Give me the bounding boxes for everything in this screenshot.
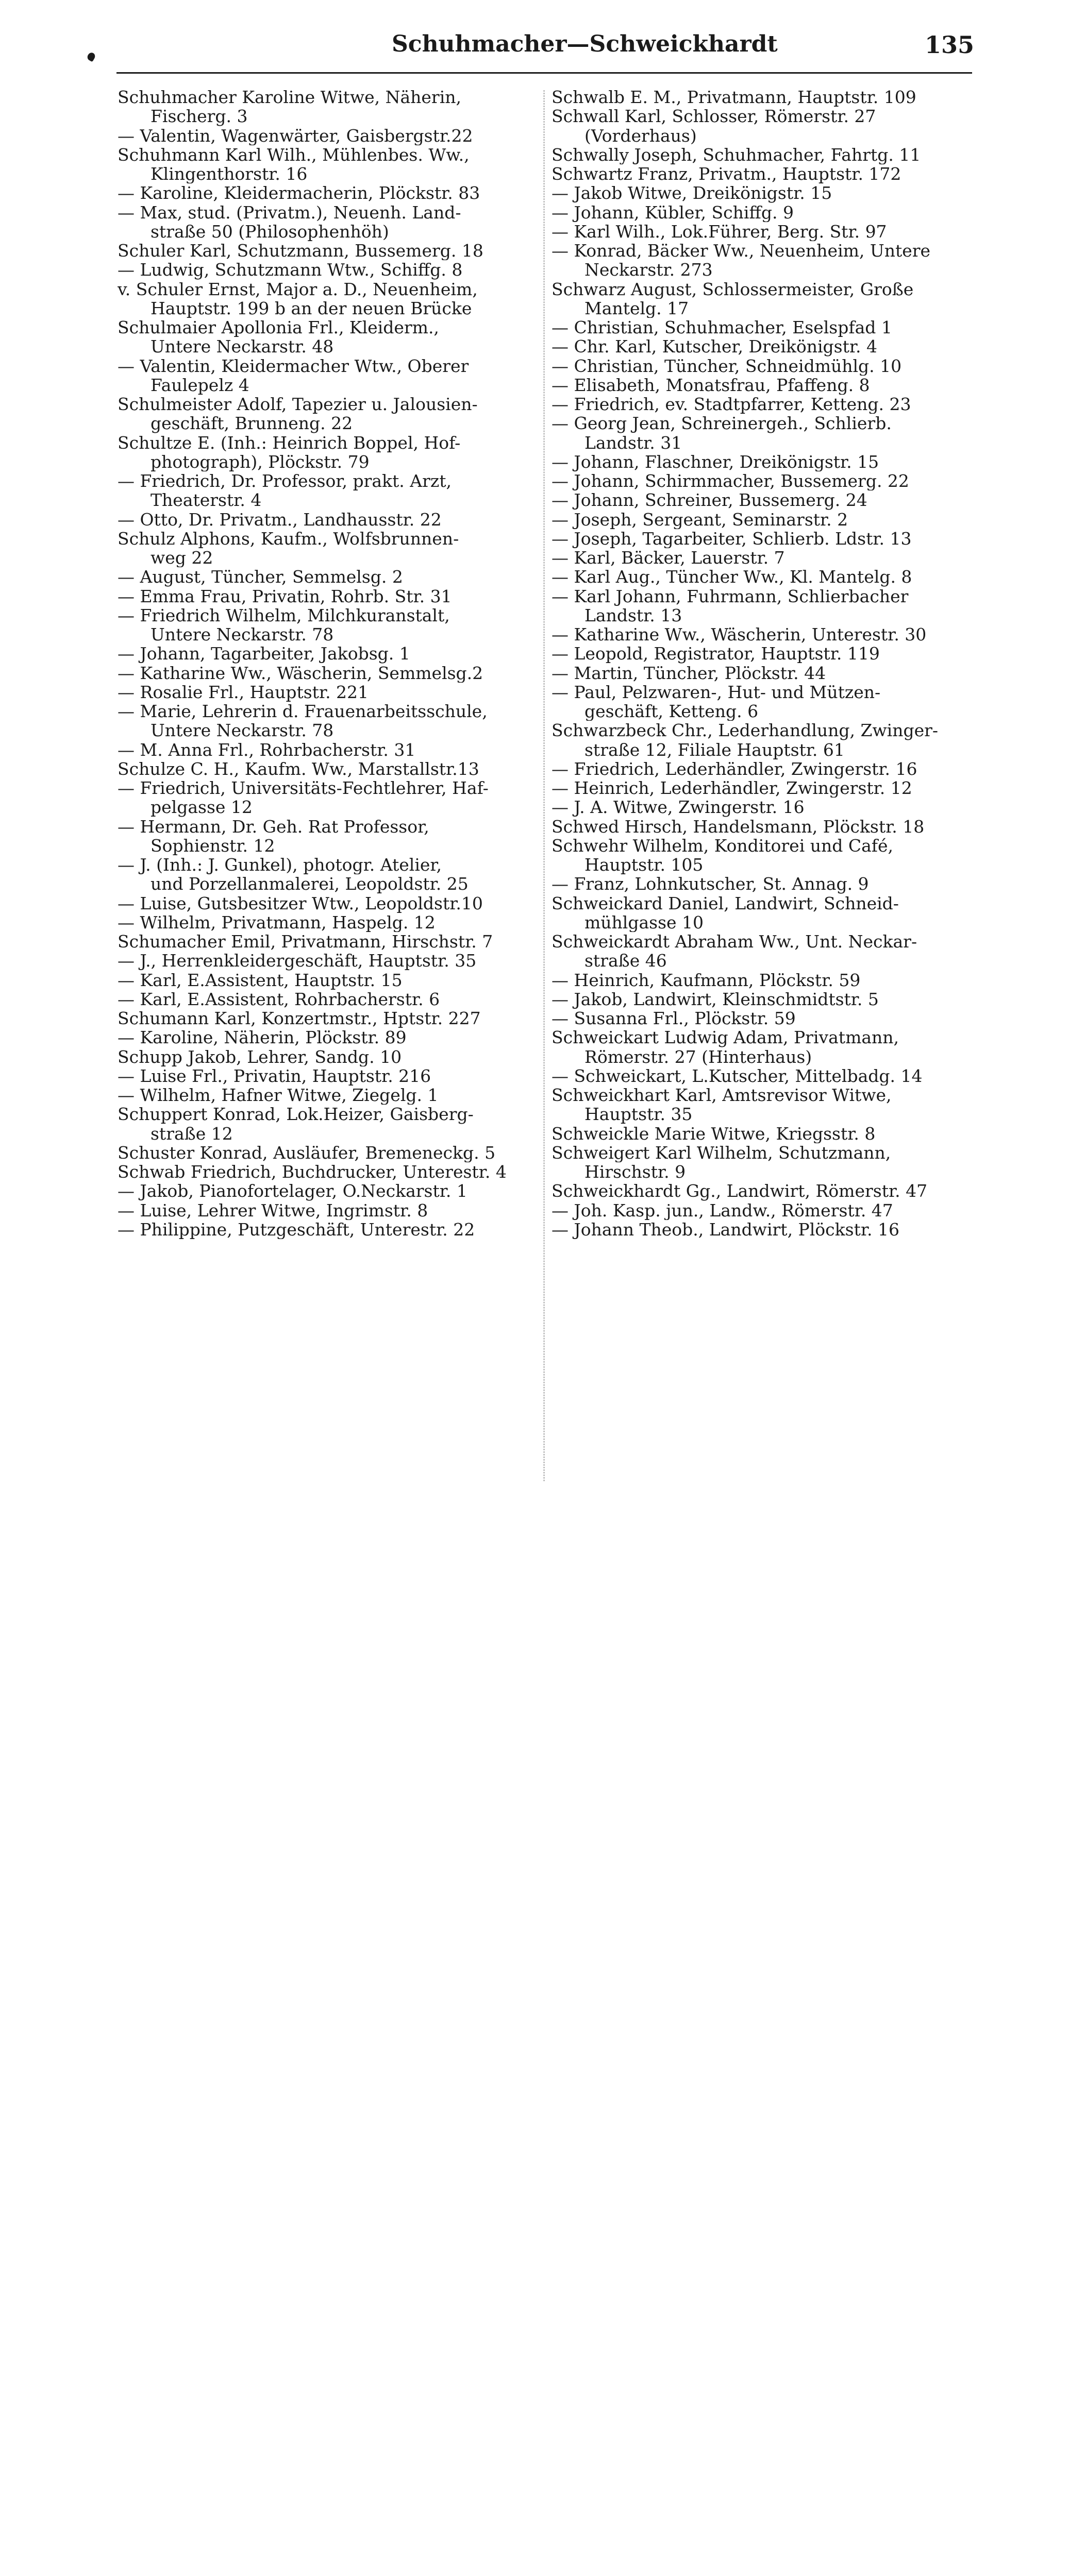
directory-entry: [552, 1124, 972, 1143]
entry-line: Schwalb E. M., Privatmann, Hauptstr. 109: [552, 88, 916, 107]
entry-line: — Joseph, Tagarbeiter, Schlierb. Ldstr. 13: [552, 529, 912, 548]
entry-line: — Konrad, Bäcker Ww., Neuenheim, Untere: [552, 241, 931, 261]
directory-entry: [552, 222, 972, 241]
left-column: [118, 88, 538, 1239]
entry-line: — Jakob, Pianofortelager, O.Neckarstr. 1: [118, 1181, 467, 1201]
directory-entry: [118, 433, 538, 472]
directory-entry: [552, 567, 972, 586]
entry-line: Schwarz August, Schlossermeister, Große: [552, 279, 914, 299]
directory-entry: [552, 798, 972, 817]
entry-line: — Karl, Bäcker, Lauerstr. 7: [552, 548, 785, 568]
page-number: 135: [924, 31, 974, 59]
directory-entry: [118, 1105, 538, 1143]
directory-entry: [118, 855, 538, 894]
directory-entry: [118, 644, 538, 663]
directory-entry: [118, 318, 538, 357]
entry-line: — Otto, Dr. Privatm., Landhausstr. 22: [118, 510, 442, 529]
entry-line: — Wilhelm, Hafner Witwe, Ziegelg. 1: [118, 1086, 439, 1105]
entry-line: — Heinrich, Kaufmann, Plöckstr. 59: [552, 970, 861, 990]
entry-line: Schulz Alphons, Kaufm., Wolfsbrunnen-: [118, 529, 459, 548]
directory-entry: [552, 932, 972, 971]
entry-line: Schwab Friedrich, Buchdrucker, Unterestr. 4: [118, 1162, 507, 1182]
entry-line: — Karl Johann, Fuhrmann, Schlierbacher: [552, 586, 909, 606]
entry-continuation-line: Klingenthorstr. 16: [151, 164, 308, 184]
directory-entry: [118, 740, 538, 759]
directory-entry: [552, 1066, 972, 1086]
directory-entry: [118, 1047, 538, 1066]
entry-line: — Rosalie Frl., Hauptstr. 221: [118, 682, 369, 702]
entry-line: — Christian, Schuhmacher, Eselspfad 1: [552, 318, 892, 337]
entry-continuation-line: straße 12, Filiale Hauptstr. 61: [584, 740, 845, 759]
entry-line: Schulmaier Apollonia Frl., Kleiderm.,: [118, 318, 439, 337]
directory-entry: [552, 759, 972, 778]
directory-entry: [552, 88, 972, 107]
entry-line: Schumacher Emil, Privatmann, Hirschstr. 7: [118, 932, 493, 952]
entry-continuation-line: weg 22: [151, 548, 213, 568]
directory-entry: [118, 702, 538, 740]
entry-line: — Johann, Schreiner, Bussemerg. 24: [552, 490, 867, 510]
entry-line: — M. Anna Frl., Rohrbacherstr. 31: [118, 740, 416, 759]
directory-entry: [118, 126, 538, 145]
entry-continuation-line: und Porzellanmalerei, Leopoldstr. 25: [151, 874, 469, 894]
directory-entry: [118, 203, 538, 242]
entry-line: — Johann, Flaschner, Dreikönigstr. 15: [552, 452, 879, 471]
entry-continuation-line: Mantelg. 17: [584, 298, 689, 318]
entry-line: — Friedrich, ev. Stadtpfarrer, Ketteng. 23: [552, 395, 911, 414]
directory-entry: [118, 990, 538, 1009]
entry-continuation-line: Römerstr. 27 (Hinterhaus): [584, 1047, 812, 1066]
entry-line: — Friedrich Wilhelm, Milchkuranstalt,: [118, 605, 450, 625]
directory-entry: [552, 1009, 972, 1028]
entry-continuation-line: Neckarstr. 273: [584, 260, 713, 280]
directory-entry: [118, 1181, 538, 1200]
ink-blot-mark: [86, 52, 96, 62]
directory-entry: [118, 606, 538, 645]
entry-continuation-line: Hauptstr. 105: [584, 855, 704, 875]
entry-line: — Elisabeth, Monatsfrau, Pfaffeng. 8: [552, 375, 870, 395]
entry-line: v. Schuler Ernst, Major a. D., Neuenheim,: [118, 279, 478, 299]
entry-line: — Luise, Gutsbesitzer Wtw., Leopoldstr.10: [118, 893, 483, 913]
directory-entry: [118, 241, 538, 260]
entry-line: — Karl Wilh., Lok.Führer, Berg. Str. 97: [552, 222, 887, 241]
entry-line: Schuhmann Karl Wilh., Mühlenbes. Ww.,: [118, 145, 470, 164]
directory-entry: [552, 357, 972, 376]
directory-entry: [552, 625, 972, 644]
entry-continuation-line: Hauptstr. 199 b an der neuen Brücke: [151, 298, 472, 318]
entry-line: Schweigert Karl Wilhelm, Schutzmann,: [552, 1143, 891, 1162]
directory-entry: [552, 971, 972, 990]
entry-line: Schulze C. H., Kaufm. Ww., Marstallstr.13: [118, 759, 479, 778]
entry-line: Schwartz Franz, Privatm., Hauptstr. 172: [552, 164, 901, 184]
entry-line: — Emma Frau, Privatin, Rohrb. Str. 31: [118, 586, 452, 606]
directory-entry: [552, 1086, 972, 1124]
entry-continuation-line: (Vorderhaus): [584, 126, 697, 145]
entry-line: — Johann, Schirmmacher, Bussemerg. 22: [552, 471, 909, 491]
directory-entry: [552, 203, 972, 222]
entry-line: — Friedrich, Dr. Professor, prakt. Arzt,: [118, 471, 452, 491]
entry-line: — Katharine Ww., Wäscherin, Semmelsg.2: [118, 663, 483, 683]
directory-entry: [552, 721, 972, 759]
right-column: [552, 88, 972, 1239]
entry-line: — Jakob Witwe, Dreikönigstr. 15: [552, 183, 832, 203]
directory-entry: [118, 567, 538, 586]
entry-line: — Martin, Tüncher, Plöckstr. 44: [552, 663, 826, 683]
directory-entry: [552, 836, 972, 875]
entry-continuation-line: photograph), Plöckstr. 79: [151, 452, 370, 471]
entry-line: — Friedrich, Universitäts-Fechtlehrer, Haf-: [118, 778, 489, 798]
entry-line: — Johann Theob., Landwirt, Plöckstr. 16: [552, 1219, 899, 1239]
running-head: Schuhmacher—Schweickhardt: [392, 31, 778, 57]
entry-line: Schwehr Wilhelm, Konditorei und Café,: [552, 836, 894, 855]
directory-entry: [118, 1066, 538, 1086]
directory-entry: [118, 280, 538, 318]
entry-line: — Luise, Lehrer Witwe, Ingrimstr. 8: [118, 1200, 428, 1220]
directory-entry: [552, 414, 972, 452]
entry-line: — Schweickart, L.Kutscher, Mittelbadg. 14: [552, 1066, 923, 1086]
entry-line: Schwally Joseph, Schuhmacher, Fahrtg. 11: [552, 145, 921, 164]
entry-line: — Karoline, Näherin, Plöckstr. 89: [118, 1028, 407, 1047]
entry-line: — Max, stud. (Privatm.), Neuenh. Land-: [118, 202, 461, 222]
directory-entry: [552, 164, 972, 183]
entry-line: Schweickle Marie Witwe, Kriegsstr. 8: [552, 1124, 876, 1143]
directory-entry: [118, 587, 538, 606]
entry-continuation-line: Landstr. 31: [584, 433, 682, 452]
entry-continuation-line: Theaterstr. 4: [151, 490, 262, 510]
directory-entry: [552, 1181, 972, 1200]
directory-entry: [552, 241, 972, 280]
entry-continuation-line: mühlgasse 10: [584, 912, 704, 932]
directory-entry: [118, 951, 538, 970]
entry-continuation-line: geschäft, Brunneng. 22: [151, 414, 353, 433]
entry-line: — Katharine Ww., Wäscherin, Unterestr. 30: [552, 625, 927, 645]
directory-entry: [552, 683, 972, 721]
directory-entry: [552, 145, 972, 164]
directory-entry: [552, 644, 972, 663]
directory-entry: [118, 1009, 538, 1028]
directory-entry: [118, 510, 538, 529]
entry-line: Schweickard Daniel, Landwirt, Schneid-: [552, 893, 899, 913]
directory-entry: [552, 1143, 972, 1182]
directory-entry: [118, 1162, 538, 1181]
entry-line: — Johann, Tagarbeiter, Jakobsg. 1: [118, 644, 410, 664]
entry-continuation-line: pelgasse 12: [151, 798, 253, 817]
directory-entry: [552, 471, 972, 490]
entry-continuation-line: straße 50 (Philosophenhöh): [151, 222, 389, 241]
directory-entry: [552, 817, 972, 836]
directory-entry: [118, 357, 538, 395]
header-rule: [116, 72, 972, 74]
entry-continuation-line: Fischerg. 3: [151, 107, 248, 126]
entry-continuation-line: Sophienstr. 12: [151, 836, 275, 855]
entry-line: Schultze E. (Inh.: Heinrich Boppel, Hof-: [118, 433, 461, 452]
entry-continuation-line: Hirschstr. 9: [584, 1162, 686, 1182]
entry-line: — Christian, Tüncher, Schneidmühlg. 10: [552, 356, 902, 376]
directory-entry: [118, 1086, 538, 1105]
directory-entry: [118, 529, 538, 568]
entry-line: Schweickhardt Gg., Landwirt, Römerstr. 47: [552, 1181, 928, 1201]
entry-line: — Karl, E.Assistent, Rohrbacherstr. 6: [118, 989, 440, 1009]
entry-line: Schweickhart Karl, Amtsrevisor Witwe,: [552, 1086, 892, 1105]
entry-line: — Hermann, Dr. Geh. Rat Professor,: [118, 817, 429, 836]
entry-line: Schumann Karl, Konzertmstr., Hptstr. 227: [118, 1009, 481, 1028]
entry-line: — Susanna Frl., Plöckstr. 59: [552, 1009, 796, 1028]
directory-entry: [552, 395, 972, 414]
entry-line: — Paul, Pelzwaren-, Hut- und Mützen-: [552, 682, 881, 702]
directory-entry: [118, 817, 538, 856]
directory-entry: [552, 510, 972, 529]
entry-line: Schwed Hirsch, Handelsmann, Plöckstr. 18: [552, 817, 925, 836]
entry-line: — Franz, Lohnkutscher, St. Annag. 9: [552, 874, 869, 894]
directory-entry: [118, 759, 538, 778]
entry-continuation-line: Landstr. 13: [584, 605, 682, 625]
entry-line: — J., Herrenkleidergeschäft, Hauptstr. 35: [118, 951, 477, 971]
directory-entry: [552, 1220, 972, 1239]
entry-line: — Joseph, Sergeant, Seminarstr. 2: [552, 510, 848, 529]
footer: [0, 1540, 1069, 1604]
directory-entry: [552, 778, 972, 798]
entry-line: — Wilhelm, Privatmann, Haspelg. 12: [118, 912, 436, 932]
entry-line: — Heinrich, Lederhändler, Zwingerstr. 12: [552, 778, 912, 798]
entry-line: Schulmeister Adolf, Tapezier u. Jalousien-: [118, 395, 478, 414]
entry-line: Schupp Jakob, Lehrer, Sandg. 10: [118, 1047, 402, 1066]
entry-line: Schuler Karl, Schutzmann, Bussemerg. 18: [118, 241, 483, 261]
entry-line: — Leopold, Registrator, Hauptstr. 119: [552, 644, 880, 664]
entry-continuation-line: Untere Neckarstr. 48: [151, 337, 334, 357]
entry-line: Schwall Karl, Schlosser, Römerstr. 27: [552, 107, 876, 126]
directory-entry: [118, 1143, 538, 1162]
directory-entry: [118, 145, 538, 184]
directory-entry: [552, 337, 972, 356]
directory-entry: [118, 260, 538, 279]
directory-entry: [552, 894, 972, 933]
directory-entry: [118, 778, 538, 817]
entry-line: Schwarzbeck Chr., Lederhandlung, Zwinger-: [552, 721, 939, 740]
directory-entry: [552, 490, 972, 510]
entry-line: — August, Tüncher, Semmelsg. 2: [118, 567, 403, 587]
entry-continuation-line: straße 12: [151, 1124, 233, 1143]
directory-entry: [118, 88, 538, 126]
directory-entry: [552, 318, 972, 337]
directory-entry: [118, 664, 538, 683]
entry-line: — Chr. Karl, Kutscher, Dreikönigstr. 4: [552, 337, 877, 357]
entry-line: — Karl Aug., Tüncher Ww., Kl. Mantelg. 8: [552, 567, 912, 587]
entry-continuation-line: Untere Neckarstr. 78: [151, 625, 334, 645]
entry-line: — Karl, E.Assistent, Hauptstr. 15: [118, 970, 403, 990]
entry-continuation-line: Untere Neckarstr. 78: [151, 721, 334, 740]
directory-entry: [552, 107, 972, 145]
entry-line: — Johann, Kübler, Schiffg. 9: [552, 202, 794, 222]
directory-entry: [552, 874, 972, 893]
entry-continuation-line: geschäft, Ketteng. 6: [584, 702, 759, 721]
directory-entry: [552, 1028, 972, 1066]
directory-entry: [552, 587, 972, 625]
directory-entry: [118, 183, 538, 202]
entry-line: Schweickart Ludwig Adam, Privatmann,: [552, 1028, 899, 1047]
entry-line: — Jakob, Landwirt, Kleinschmidtstr. 5: [552, 989, 879, 1009]
entry-line: Schweickardt Abraham Ww., Unt. Neckar-: [552, 932, 917, 952]
directory-entry: [118, 1201, 538, 1220]
directory-entry: [552, 183, 972, 202]
directory-entry: [552, 280, 972, 318]
entry-line: — Luise Frl., Privatin, Hauptstr. 216: [118, 1066, 431, 1086]
directory-entry: [118, 471, 538, 510]
entry-continuation-line: Faulepelz 4: [151, 375, 249, 395]
entry-line: — Georg Jean, Schreinergeh., Schlierb.: [552, 414, 892, 433]
entry-line: — Marie, Lehrerin d. Frauenarbeitsschule,: [118, 702, 488, 721]
directory-entry: [552, 529, 972, 548]
entry-line: — Friedrich, Lederhändler, Zwingerstr. 16: [552, 759, 917, 778]
directory-entry: [118, 1220, 538, 1239]
entry-continuation-line: straße 46: [584, 951, 667, 971]
entry-line: — Valentin, Kleidermacher Wtw., Oberer: [118, 356, 469, 376]
directory-entry: [118, 932, 538, 951]
directory-entry: [118, 395, 538, 433]
entry-line: — Karoline, Kleidermacherin, Plöckstr. 83: [118, 183, 480, 203]
entry-line: — Ludwig, Schutzmann Wtw., Schiffg. 8: [118, 260, 463, 280]
entry-line: — Philippine, Putzgeschäft, Unterestr. 22: [118, 1219, 475, 1239]
entry-line: — J. (Inh.: J. Gunkel), photogr. Atelier,: [118, 855, 442, 875]
directory-entry: [552, 376, 972, 395]
entry-line: Schuster Konrad, Ausläufer, Bremeneckg. 5: [118, 1143, 496, 1162]
directory-entry: [118, 1028, 538, 1047]
entry-line: — Joh. Kasp. jun., Landw., Römerstr. 47: [552, 1200, 893, 1220]
directory-entry: [552, 990, 972, 1009]
entry-line: — Valentin, Wagenwärter, Gaisbergstr.22: [118, 126, 473, 145]
directory-entry: [552, 548, 972, 567]
directory-entry: [552, 1201, 972, 1220]
entry-line: — J. A. Witwe, Zwingerstr. 16: [552, 798, 805, 817]
directory-entry: [118, 971, 538, 990]
directory-entry: [118, 894, 538, 913]
entry-continuation-line: Hauptstr. 35: [584, 1105, 693, 1124]
entry-line: Schuhmacher Karoline Witwe, Näherin,: [118, 88, 462, 107]
directory-entry: [552, 452, 972, 471]
directory-entry: [118, 913, 538, 932]
directory-entry: [552, 664, 972, 683]
directory-entry: [118, 683, 538, 702]
entry-line: Schuppert Konrad, Lok.Heizer, Gaisberg-: [118, 1105, 474, 1124]
